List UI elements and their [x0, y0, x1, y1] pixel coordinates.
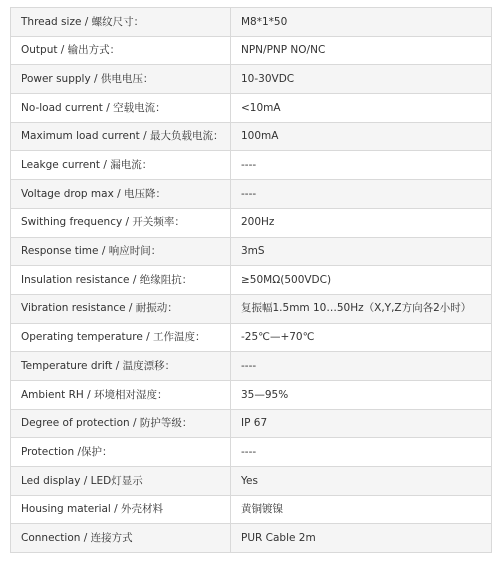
spec-value: 3mS [231, 237, 492, 266]
spec-label: Thread size / 螺纹尺寸： [11, 8, 231, 37]
spec-row-thread-size [11, 8, 492, 37]
spec-value: 黄铜镀镍 [231, 495, 492, 524]
spec-value: ---- [231, 151, 492, 180]
spec-label: No-load current / 空载电流： [11, 94, 231, 123]
spec-row-response-time [11, 237, 492, 266]
spec-row-housing-material [11, 495, 492, 524]
spec-value: 复振幅1.5mm 10…50Hz（X,Y,Z方向各2小时） [231, 294, 492, 323]
specification-table-body [11, 8, 492, 553]
spec-value: <10mA [231, 94, 492, 123]
spec-row-degree-of-protection [11, 409, 492, 438]
spec-label: Ambient RH / 环境相对湿度： [11, 380, 231, 409]
spec-label: Protection /保护： [11, 438, 231, 467]
spec-value: ---- [231, 438, 492, 467]
spec-row-max-load-current [11, 122, 492, 151]
spec-label: Voltage drop max / 电压降： [11, 180, 231, 209]
spec-label: Swithing frequency / 开关频率： [11, 208, 231, 237]
spec-row-led-display [11, 467, 492, 496]
spec-row-operating-temperature [11, 323, 492, 352]
spec-label: Temperature drift / 温度漂移： [11, 352, 231, 381]
spec-value: IP 67 [231, 409, 492, 438]
specification-table [10, 7, 492, 553]
spec-label: Leakge current / 漏电流： [11, 151, 231, 180]
spec-value: -25℃—+70℃ [231, 323, 492, 352]
spec-label: Power supply / 供电电压： [11, 65, 231, 94]
spec-label: Maximum load current / 最大负载电流： [11, 122, 231, 151]
spec-label: Connection / 连接方式 [11, 524, 231, 553]
spec-label: Output / 输出方式： [11, 36, 231, 65]
spec-value: M8*1*50 [231, 8, 492, 37]
spec-label: Degree of protection / 防护等级： [11, 409, 231, 438]
spec-value: 100mA [231, 122, 492, 151]
spec-row-leakage-current [11, 151, 492, 180]
spec-value: PUR Cable 2m [231, 524, 492, 553]
spec-row-ambient-rh [11, 380, 492, 409]
spec-value: 35—95% [231, 380, 492, 409]
spec-row-no-load-current [11, 94, 492, 123]
spec-label: Insulation resistance / 绝缘阻抗： [11, 266, 231, 295]
spec-row-output [11, 36, 492, 65]
spec-value: 200Hz [231, 208, 492, 237]
spec-label: Led display / LED灯显示 [11, 467, 231, 496]
spec-row-protection [11, 438, 492, 467]
spec-row-vibration-resistance [11, 294, 492, 323]
spec-value: ≥50MΩ(500VDC) [231, 266, 492, 295]
spec-label: Response time / 响应时间： [11, 237, 231, 266]
spec-value: ---- [231, 352, 492, 381]
spec-row-connection [11, 524, 492, 553]
spec-row-power-supply [11, 65, 492, 94]
spec-row-switching-frequency [11, 208, 492, 237]
spec-label: Vibration resistance / 耐振动： [11, 294, 231, 323]
spec-row-temperature-drift [11, 352, 492, 381]
spec-label: Housing material / 外壳材料 [11, 495, 231, 524]
spec-value: NPN/PNP NO/NC [231, 36, 492, 65]
spec-value: 10-30VDC [231, 65, 492, 94]
spec-value: Yes [231, 467, 492, 496]
spec-value: ---- [231, 180, 492, 209]
spec-label: Operating temperature / 工作温度： [11, 323, 231, 352]
spec-row-insulation-resistance [11, 266, 492, 295]
spec-row-voltage-drop [11, 180, 492, 209]
